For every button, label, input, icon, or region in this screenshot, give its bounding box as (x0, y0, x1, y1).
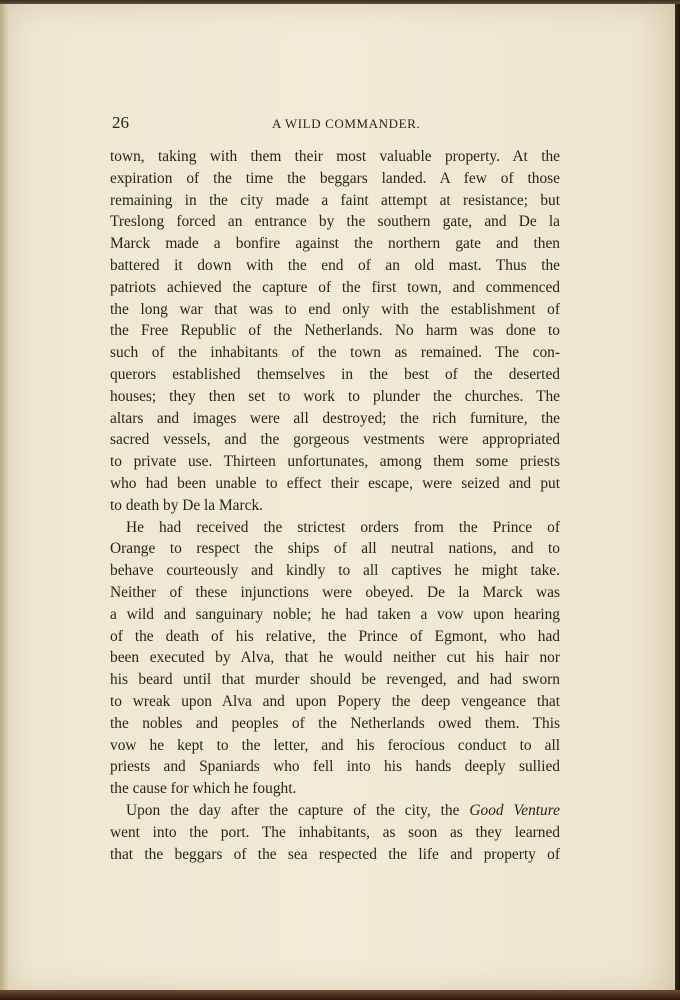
text-line: battered it down with the end of an old mast. Thus the (110, 256, 560, 274)
text-line: to wreak upon Alva and upon Popery the deep vengeance that (110, 692, 560, 710)
text-line: the cause for which he fought. (110, 780, 297, 798)
text-line: Neither of these injunctions were obeyed. De la Marck was (110, 583, 560, 601)
text-line: to death by De la Marck. (110, 496, 263, 514)
text-line: of the death of his relative, the Prince of Egmont, who had (110, 627, 560, 645)
text-line: town, taking with them their most valuable property. At the (110, 148, 560, 165)
text-line: He had received the strictest orders from the Prince of (126, 518, 560, 536)
body-text (110, 146, 560, 865)
text-line (110, 800, 560, 822)
text-line: his beard until that murder should be revenged, and had sworn (110, 671, 560, 689)
text-line: Marck made a bonfire against the northern gate and then (110, 235, 560, 253)
text-line: went into the port. The inhabitants, as soon as they learned (110, 823, 560, 841)
text-line: the Free Republic of the Netherlands. No harm was done to (110, 322, 560, 340)
text-line: a wild and sanguinary noble; he had taken a vow upon hearing (110, 605, 560, 623)
text-line: Orange to respect the ships of all neutral nations, and to (110, 540, 560, 558)
book-edge-right (675, 4, 680, 992)
text-line: behave courteously and kindly to all captives he might take. (110, 562, 560, 580)
text-line: the nobles and peoples of the Netherlands owed them. This (110, 714, 560, 732)
text-line: Treslong forced an entrance by the southern gate, and De la (110, 213, 560, 231)
text-line: houses; they then set to work to plunder the churches. The (110, 387, 560, 405)
running-title: A WILD COMMANDER. (272, 116, 421, 131)
text-line: patriots achieved the capture of the first town, and commenced (110, 278, 560, 296)
text-line: remaining in the city made a faint attempt at resistance; but (110, 191, 560, 209)
text-line: the long war that was to end only with the establishment of (110, 300, 560, 318)
page-gutter (0, 4, 8, 992)
book-edge-bottom (0, 990, 680, 1000)
text-line: who had been unable to effect their escape, were seized and put (110, 474, 560, 492)
page-number: 26 (112, 113, 129, 132)
text-line: such of the inhabitants of the town as remained. The con- (110, 344, 560, 362)
text-line: vow he kept to the letter, and his ferocious conduct to all (110, 736, 560, 754)
running-head (112, 113, 562, 137)
text-line: that the beggars of the sea respected the life and property of (110, 845, 560, 863)
text-line: altars and images were all destroyed; the rich furniture, the (110, 409, 560, 427)
text-line: expiration of the time the beggars landed. A few of those (110, 169, 560, 187)
text-segment: Upon the day after the capture of the city, the (126, 801, 470, 819)
text-line: sacred vessels, and the gorgeous vestments were appropriated (110, 431, 560, 449)
text-line: to private use. Thirteen unfortunates, among them some priests (110, 453, 560, 471)
ship-name: Good Venture (469, 801, 560, 819)
text-line: been executed by Alva, that he would neither cut his hair nor (110, 649, 560, 667)
text-line: priests and Spaniards who fell into his hands deeply sullied (110, 758, 560, 776)
text-line: querors established themselves in the best of the deserted (110, 365, 560, 383)
